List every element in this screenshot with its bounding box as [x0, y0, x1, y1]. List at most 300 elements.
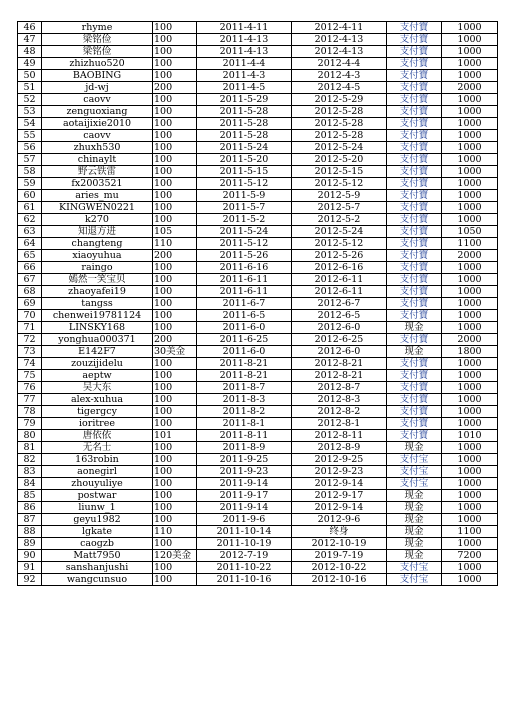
payment-method-cell: 支付宝	[387, 562, 442, 574]
username-cell: zhuxh530	[42, 142, 153, 154]
start-date-cell: 2011-5-9	[197, 190, 292, 202]
row-number-cell: 85	[18, 490, 42, 502]
total-cell: 1000	[442, 58, 498, 70]
total-cell: 1000	[442, 574, 498, 586]
row-number-cell: 64	[18, 238, 42, 250]
total-cell: 1000	[442, 370, 498, 382]
username-cell: 唐依依	[42, 430, 153, 442]
amount-cell: 100	[153, 142, 197, 154]
total-cell: 1000	[442, 466, 498, 478]
end-date-cell: 终身	[292, 526, 387, 538]
amount-cell: 100	[153, 106, 197, 118]
table-row	[18, 250, 498, 262]
username-cell: zenguoxiang	[42, 106, 153, 118]
amount-cell: 100	[153, 310, 197, 322]
table-row	[18, 478, 498, 490]
username-cell: 吴大东	[42, 382, 153, 394]
end-date-cell: 2012-9-14	[292, 502, 387, 514]
username-cell: 无名士	[42, 442, 153, 454]
payment-method-cell: 现金	[387, 550, 442, 562]
table-row	[18, 406, 498, 418]
table-row	[18, 346, 498, 358]
total-cell: 1000	[442, 406, 498, 418]
row-number-cell: 57	[18, 154, 42, 166]
start-date-cell: 2011-6-11	[197, 286, 292, 298]
table-row	[18, 514, 498, 526]
amount-cell: 100	[153, 514, 197, 526]
end-date-cell: 2012-6-0	[292, 322, 387, 334]
total-cell: 7200	[442, 550, 498, 562]
table-row	[18, 214, 498, 226]
payment-method-cell: 支付宝	[387, 478, 442, 490]
amount-cell: 100	[153, 382, 197, 394]
start-date-cell: 2011-5-2	[197, 214, 292, 226]
table-row	[18, 70, 498, 82]
row-number-cell: 71	[18, 322, 42, 334]
table-row	[18, 142, 498, 154]
payment-method-cell: 现金	[387, 346, 442, 358]
amount-cell: 100	[153, 466, 197, 478]
payment-method-cell: 支付寶	[387, 190, 442, 202]
start-date-cell: 2011-6-11	[197, 274, 292, 286]
end-date-cell: 2012-6-11	[292, 286, 387, 298]
table-row	[18, 502, 498, 514]
end-date-cell: 2012-9-25	[292, 454, 387, 466]
end-date-cell: 2012-8-11	[292, 430, 387, 442]
row-number-cell: 89	[18, 538, 42, 550]
row-number-cell: 73	[18, 346, 42, 358]
row-number-cell: 46	[18, 22, 42, 34]
start-date-cell: 2011-8-2	[197, 406, 292, 418]
start-date-cell: 2011-5-26	[197, 250, 292, 262]
amount-cell: 100	[153, 166, 197, 178]
username-cell: KINGWEN0221	[42, 202, 153, 214]
start-date-cell: 2011-8-21	[197, 358, 292, 370]
start-date-cell: 2011-10-16	[197, 574, 292, 586]
total-cell: 1000	[442, 214, 498, 226]
username-cell: chinaylt	[42, 154, 153, 166]
username-cell: 梁铭俭	[42, 46, 153, 58]
total-cell: 1000	[442, 94, 498, 106]
start-date-cell: 2012-7-19	[197, 550, 292, 562]
payment-method-cell: 支付宝	[387, 574, 442, 586]
total-cell: 1000	[442, 442, 498, 454]
start-date-cell: 2011-4-11	[197, 22, 292, 34]
username-cell: zhaoyafei19	[42, 286, 153, 298]
start-date-cell: 2011-6-5	[197, 310, 292, 322]
end-date-cell: 2012-9-23	[292, 466, 387, 478]
amount-cell: 100	[153, 58, 197, 70]
payment-method-cell: 支付寶	[387, 250, 442, 262]
payment-method-cell: 支付寶	[387, 82, 442, 94]
amount-cell: 100	[153, 502, 197, 514]
start-date-cell: 2011-8-11	[197, 430, 292, 442]
start-date-cell: 2011-9-6	[197, 514, 292, 526]
end-date-cell: 2012-6-7	[292, 298, 387, 310]
total-cell: 1100	[442, 526, 498, 538]
start-date-cell: 2011-4-4	[197, 58, 292, 70]
table-row	[18, 46, 498, 58]
end-date-cell: 2012-8-21	[292, 370, 387, 382]
end-date-cell: 2012-8-7	[292, 382, 387, 394]
start-date-cell: 2011-10-14	[197, 526, 292, 538]
end-date-cell: 2012-9-17	[292, 490, 387, 502]
table-row	[18, 550, 498, 562]
row-number-cell: 72	[18, 334, 42, 346]
table-row	[18, 538, 498, 550]
row-number-cell: 76	[18, 382, 42, 394]
payment-method-cell: 支付寶	[387, 418, 442, 430]
start-date-cell: 2011-5-12	[197, 178, 292, 190]
username-cell: 知退方进	[42, 226, 153, 238]
row-number-cell: 47	[18, 34, 42, 46]
start-date-cell: 2011-10-22	[197, 562, 292, 574]
total-cell: 1000	[442, 190, 498, 202]
username-cell: aries_mu	[42, 190, 153, 202]
row-number-cell: 60	[18, 190, 42, 202]
row-number-cell: 88	[18, 526, 42, 538]
amount-cell: 100	[153, 442, 197, 454]
end-date-cell: 2012-5-24	[292, 142, 387, 154]
start-date-cell: 2011-5-7	[197, 202, 292, 214]
start-date-cell: 2011-9-25	[197, 454, 292, 466]
amount-cell: 100	[153, 562, 197, 574]
payment-method-cell: 支付寶	[387, 142, 442, 154]
amount-cell: 100	[153, 46, 197, 58]
row-number-cell: 84	[18, 478, 42, 490]
payment-method-cell: 支付寶	[387, 178, 442, 190]
username-cell: zouzijidelu	[42, 358, 153, 370]
table-row	[18, 118, 498, 130]
start-date-cell: 2011-5-28	[197, 106, 292, 118]
end-date-cell: 2012-8-3	[292, 394, 387, 406]
end-date-cell: 2012-8-2	[292, 406, 387, 418]
payment-method-cell: 支付寶	[387, 310, 442, 322]
start-date-cell: 2011-6-16	[197, 262, 292, 274]
username-cell: 163robin	[42, 454, 153, 466]
username-cell: raingo	[42, 262, 153, 274]
row-number-cell: 78	[18, 406, 42, 418]
payment-method-cell: 现金	[387, 490, 442, 502]
end-date-cell: 2012-4-13	[292, 46, 387, 58]
username-cell: zhizhuo520	[42, 58, 153, 70]
end-date-cell: 2012-6-5	[292, 310, 387, 322]
table-row	[18, 382, 498, 394]
username-cell: aonegirl	[42, 466, 153, 478]
amount-cell: 200	[153, 250, 197, 262]
total-cell: 1000	[442, 490, 498, 502]
total-cell: 1010	[442, 430, 498, 442]
total-cell: 1000	[442, 34, 498, 46]
total-cell: 1000	[442, 310, 498, 322]
row-number-cell: 69	[18, 298, 42, 310]
payment-method-cell: 支付寶	[387, 298, 442, 310]
total-cell: 1000	[442, 106, 498, 118]
table-row	[18, 190, 498, 202]
payment-method-cell: 支付寶	[387, 226, 442, 238]
table-row	[18, 430, 498, 442]
row-number-cell: 70	[18, 310, 42, 322]
payment-method-cell: 支付寶	[387, 22, 442, 34]
end-date-cell: 2012-5-7	[292, 202, 387, 214]
username-cell: wangcunsuo	[42, 574, 153, 586]
total-cell: 1000	[442, 274, 498, 286]
start-date-cell: 2011-6-7	[197, 298, 292, 310]
start-date-cell: 2011-6-0	[197, 322, 292, 334]
table-row	[18, 442, 498, 454]
amount-cell: 100	[153, 70, 197, 82]
end-date-cell: 2012-4-5	[292, 82, 387, 94]
start-date-cell: 2011-9-17	[197, 490, 292, 502]
payment-method-cell: 支付寶	[387, 94, 442, 106]
total-cell: 1000	[442, 562, 498, 574]
table-row	[18, 154, 498, 166]
amount-cell: 100	[153, 538, 197, 550]
start-date-cell: 2011-5-24	[197, 226, 292, 238]
end-date-cell: 2012-5-2	[292, 214, 387, 226]
end-date-cell: 2012-6-0	[292, 346, 387, 358]
start-date-cell: 2011-8-3	[197, 394, 292, 406]
total-cell: 1000	[442, 502, 498, 514]
username-cell: alex-xuhua	[42, 394, 153, 406]
end-date-cell: 2012-10-19	[292, 538, 387, 550]
start-date-cell: 2011-4-3	[197, 70, 292, 82]
total-cell: 1000	[442, 298, 498, 310]
end-date-cell: 2012-9-14	[292, 478, 387, 490]
username-cell: ioritree	[42, 418, 153, 430]
payment-method-cell: 现金	[387, 502, 442, 514]
payment-method-cell: 现金	[387, 442, 442, 454]
total-cell: 1000	[442, 154, 498, 166]
payment-method-cell: 支付寶	[387, 274, 442, 286]
amount-cell: 200	[153, 334, 197, 346]
start-date-cell: 2011-6-0	[197, 346, 292, 358]
payment-method-cell: 现金	[387, 514, 442, 526]
total-cell: 1000	[442, 358, 498, 370]
start-date-cell: 2011-5-12	[197, 238, 292, 250]
payment-method-cell: 支付寶	[387, 382, 442, 394]
amount-cell: 105	[153, 226, 197, 238]
table-row	[18, 178, 498, 190]
username-cell: caogzb	[42, 538, 153, 550]
username-cell: fx2003521	[42, 178, 153, 190]
payment-method-cell: 支付寶	[387, 70, 442, 82]
row-number-cell: 54	[18, 118, 42, 130]
end-date-cell: 2012-4-3	[292, 70, 387, 82]
payment-method-cell: 支付寶	[387, 238, 442, 250]
total-cell: 1000	[442, 394, 498, 406]
payment-method-cell: 支付宝	[387, 466, 442, 478]
row-number-cell: 75	[18, 370, 42, 382]
username-cell: zhouyuliye	[42, 478, 153, 490]
payment-method-cell: 支付寶	[387, 166, 442, 178]
amount-cell: 100	[153, 286, 197, 298]
amount-cell: 100	[153, 574, 197, 586]
payment-method-cell: 支付寶	[387, 106, 442, 118]
payment-method-cell: 支付寶	[387, 214, 442, 226]
row-number-cell: 77	[18, 394, 42, 406]
amount-cell: 100	[153, 262, 197, 274]
payment-method-cell: 现金	[387, 322, 442, 334]
username-cell: LINSKY168	[42, 322, 153, 334]
table-row	[18, 58, 498, 70]
username-cell: liunw_1	[42, 502, 153, 514]
end-date-cell: 2012-6-11	[292, 274, 387, 286]
total-cell: 1000	[442, 538, 498, 550]
end-date-cell: 2012-5-12	[292, 178, 387, 190]
total-cell: 2000	[442, 334, 498, 346]
amount-cell: 101	[153, 430, 197, 442]
row-number-cell: 82	[18, 454, 42, 466]
username-cell: tigergcy	[42, 406, 153, 418]
amount-cell: 100	[153, 418, 197, 430]
end-date-cell: 2012-5-29	[292, 94, 387, 106]
end-date-cell: 2012-5-28	[292, 106, 387, 118]
total-cell: 2000	[442, 250, 498, 262]
payment-method-cell: 支付寶	[387, 370, 442, 382]
row-number-cell: 53	[18, 106, 42, 118]
payment-method-cell: 支付宝	[387, 454, 442, 466]
username-cell: E142F7	[42, 346, 153, 358]
total-cell: 1000	[442, 130, 498, 142]
table-row	[18, 22, 498, 34]
start-date-cell: 2011-5-20	[197, 154, 292, 166]
username-cell: postwar	[42, 490, 153, 502]
table-row	[18, 334, 498, 346]
end-date-cell: 2012-6-16	[292, 262, 387, 274]
username-cell: tangss	[42, 298, 153, 310]
start-date-cell: 2011-8-9	[197, 442, 292, 454]
row-number-cell: 48	[18, 46, 42, 58]
username-cell: aeptw	[42, 370, 153, 382]
amount-cell: 100	[153, 406, 197, 418]
table-row	[18, 418, 498, 430]
start-date-cell: 2011-5-29	[197, 94, 292, 106]
amount-cell: 100	[153, 358, 197, 370]
table-row	[18, 454, 498, 466]
start-date-cell: 2011-4-13	[197, 34, 292, 46]
username-cell: 野云铁雷	[42, 166, 153, 178]
start-date-cell: 2011-10-19	[197, 538, 292, 550]
amount-cell: 100	[153, 478, 197, 490]
start-date-cell: 2011-5-28	[197, 130, 292, 142]
amount-cell: 100	[153, 394, 197, 406]
username-cell: aotaijixie2010	[42, 118, 153, 130]
end-date-cell: 2012-5-20	[292, 154, 387, 166]
row-number-cell: 62	[18, 214, 42, 226]
username-cell: sanshanjushi	[42, 562, 153, 574]
end-date-cell: 2012-5-26	[292, 250, 387, 262]
total-cell: 2000	[442, 82, 498, 94]
username-cell: rhyme	[42, 22, 153, 34]
payment-method-cell: 支付寶	[387, 406, 442, 418]
table-row	[18, 298, 498, 310]
amount-cell: 100	[153, 274, 197, 286]
total-cell: 1000	[442, 202, 498, 214]
row-number-cell: 83	[18, 466, 42, 478]
row-number-cell: 81	[18, 442, 42, 454]
amount-cell: 200	[153, 82, 197, 94]
payment-method-cell: 支付寶	[387, 430, 442, 442]
table-row	[18, 574, 498, 586]
row-number-cell: 66	[18, 262, 42, 274]
total-cell: 1000	[442, 322, 498, 334]
payment-method-cell: 支付寶	[387, 46, 442, 58]
table-row	[18, 130, 498, 142]
row-number-cell: 50	[18, 70, 42, 82]
start-date-cell: 2011-4-5	[197, 82, 292, 94]
row-number-cell: 90	[18, 550, 42, 562]
username-cell: jd-wj	[42, 82, 153, 94]
total-cell: 1000	[442, 382, 498, 394]
table-row	[18, 358, 498, 370]
row-number-cell: 56	[18, 142, 42, 154]
row-number-cell: 51	[18, 82, 42, 94]
row-number-cell: 55	[18, 130, 42, 142]
table-row	[18, 226, 498, 238]
table-row	[18, 526, 498, 538]
amount-cell: 30美金	[153, 346, 197, 358]
start-date-cell: 2011-5-15	[197, 166, 292, 178]
payment-method-cell: 支付寶	[387, 118, 442, 130]
total-cell: 1000	[442, 178, 498, 190]
amount-cell: 100	[153, 130, 197, 142]
username-cell: caovv	[42, 94, 153, 106]
start-date-cell: 2011-8-7	[197, 382, 292, 394]
amount-cell: 100	[153, 94, 197, 106]
start-date-cell: 2011-6-25	[197, 334, 292, 346]
username-cell: geyu1982	[42, 514, 153, 526]
total-cell: 1000	[442, 46, 498, 58]
start-date-cell: 2011-8-1	[197, 418, 292, 430]
amount-cell: 100	[153, 34, 197, 46]
end-date-cell: 2012-10-16	[292, 574, 387, 586]
end-date-cell: 2012-5-15	[292, 166, 387, 178]
username-cell: lgkate	[42, 526, 153, 538]
amount-cell: 100	[153, 154, 197, 166]
username-cell: changteng	[42, 238, 153, 250]
amount-cell: 100	[153, 190, 197, 202]
username-cell: 梁铭俭	[42, 34, 153, 46]
start-date-cell: 2011-9-14	[197, 502, 292, 514]
row-number-cell: 52	[18, 94, 42, 106]
amount-cell: 100	[153, 22, 197, 34]
table-row	[18, 274, 498, 286]
payment-method-cell: 支付寶	[387, 334, 442, 346]
total-cell: 1000	[442, 70, 498, 82]
table-row	[18, 562, 498, 574]
start-date-cell: 2011-5-24	[197, 142, 292, 154]
end-date-cell: 2012-4-4	[292, 58, 387, 70]
table-row	[18, 394, 498, 406]
end-date-cell: 2019-7-19	[292, 550, 387, 562]
start-date-cell: 2011-4-13	[197, 46, 292, 58]
payment-method-cell: 支付寶	[387, 358, 442, 370]
username-cell: chenwei19781124	[42, 310, 153, 322]
amount-cell: 100	[153, 178, 197, 190]
payment-method-cell: 支付寶	[387, 202, 442, 214]
end-date-cell: 2012-4-11	[292, 22, 387, 34]
end-date-cell: 2012-5-12	[292, 238, 387, 250]
table-row	[18, 166, 498, 178]
row-number-cell: 58	[18, 166, 42, 178]
total-cell: 1000	[442, 142, 498, 154]
total-cell: 1000	[442, 166, 498, 178]
end-date-cell: 2012-5-28	[292, 130, 387, 142]
table-row	[18, 286, 498, 298]
total-cell: 1000	[442, 118, 498, 130]
end-date-cell: 2012-9-6	[292, 514, 387, 526]
